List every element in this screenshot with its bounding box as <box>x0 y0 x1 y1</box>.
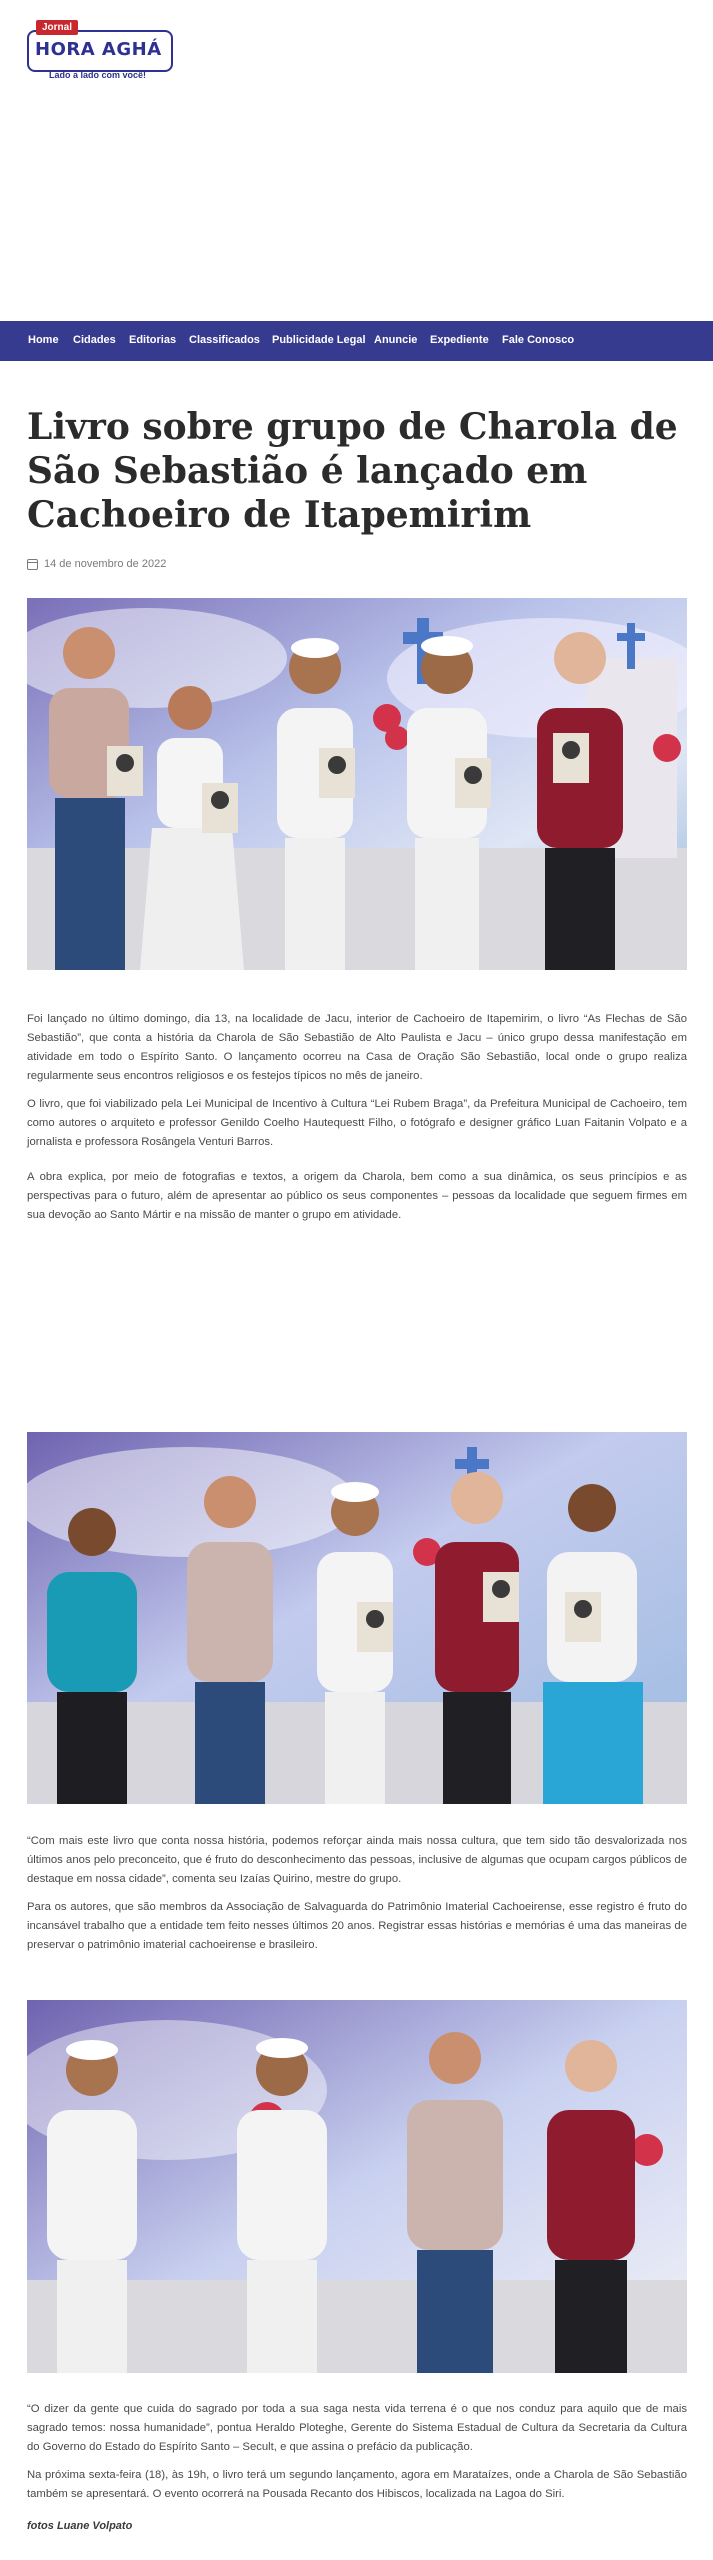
logo-tag: Jornal <box>36 20 78 35</box>
article-paragraph-6: “O dizer da gente que cuida do sagrado por toda a sua saga nesta vida terrena é o que nos conduz para aquilo que de mais sagrado temos: nossa humanidade”, pontua Heraldo Ploteghe, Gerente do Sistema Estadual de Cultura da Secretaria da Cultura do Governo do Estado do Espírito Santo – Secult, e que assina o prefácio da publicação. <box>27 2403 687 2453</box>
article-paragraph-4: “Com mais este livro que conta nossa história, podemos reforçar ainda mais nossa cultura, que tem sido tão desvalorizada nos últimos anos pelo preconceito, que é fruto do desconhecimento das pessoas, inclusive de algumas que ocupam cargos públicos de destaque em nossa cidade”, comenta seu Izaías Quirino, mestre do grupo. <box>27 1835 687 1885</box>
article-date <box>27 558 166 570</box>
article-date-text: 14 de novembro de 2022 <box>44 558 167 570</box>
nav-item-fale-conosco[interactable]: Fale Conosco <box>502 334 575 346</box>
article-paragraph-2: O livro, que foi viabilizado pela Lei Municipal de Incentivo à Cultura “Lei Rubem Braga”, da Prefeitura Municipal de Cachoeiro, tem como autores o arquiteto e professor Genildo Coelho Hautequestt Filho, o fotógrafo e designer gráfico Luan Faitanin Volpato e a jornalista e professora Rosângela Venturi Barros. <box>27 1098 687 1148</box>
site-header <box>0 0 713 318</box>
logo-name: HORA AGHÁ <box>35 39 162 60</box>
article-photo-3 <box>27 2000 687 2373</box>
article-paragraph-3: A obra explica, por meio de fotografias e textos, a origem da Charola, bem como a sua dinâmica, os seus princípios e as perspectivas para o futuro, além de apresentar ao público os seus componentes – pessoas da localidade que seguem firmes em sua devoção ao Santo Mártir e na missão de manter o grupo em atividade. <box>27 1171 687 1221</box>
article-paragraph-1: Foi lançado no último domingo, dia 13, na localidade de Jacu, interior de Cachoeiro de Itapemirim, o livro “As Flechas de São Sebastião”, que conta a história da Charola de São Sebastião de Alto Paulista e Jacu – único grupo dessa manifestação em atividade em todo o Espírito Santo. O lançamento ocorreu na Casa de Oração São Sebastião, local onde o grupo realiza regularmente seus encontros religiosos e os festejos típicos no mês de janeiro. <box>27 1013 687 1082</box>
article-photo-2 <box>27 1432 687 1804</box>
site-logo[interactable] <box>27 20 177 84</box>
nav-item-expediente[interactable]: Expediente <box>430 334 489 346</box>
logo-slogan: Lado a lado com você! <box>49 70 147 80</box>
main-navigation <box>0 321 713 361</box>
nav-item-publicidade-legal[interactable]: Publicidade Legal <box>272 334 366 346</box>
article-paragraph-7: Na próxima sexta-feira (18), às 19h, o livro terá um segundo lançamento, agora em Marataízes, onde a Charola de São Sebastião também se apresentará. O evento ocorrerá na Pousada Recanto dos Hibiscos, localizada na Lagoa do Siri. <box>27 2469 687 2500</box>
article-photo-1 <box>27 598 687 970</box>
calendar-icon <box>27 559 38 570</box>
nav-item-anuncie[interactable]: Anuncie <box>374 334 418 346</box>
nav-item-home[interactable]: Home <box>28 334 59 346</box>
nav-item-classificados[interactable]: Classificados <box>189 334 260 346</box>
article-title: Livro sobre grupo de Charola de São Sebastião é lançado em Cachoeiro de Itapemirim <box>27 406 678 536</box>
nav-item-editorias[interactable]: Editorias <box>129 334 177 346</box>
nav-item-cidades[interactable]: Cidades <box>73 334 116 346</box>
photo-credit: fotos Luane Volpato <box>27 2520 133 2532</box>
article-paragraph-5: Para os autores, que são membros da Associação de Salvaguarda do Patrimônio Imaterial Cachoeirense, esse registro é fruto do incansável trabalho que a entidade tem feito nesses últimos 20 anos. Registrar essas histórias e memórias é uma das maneiras de preservar o patrimônio imaterial cachoeirense e brasileiro. <box>27 1901 687 1951</box>
